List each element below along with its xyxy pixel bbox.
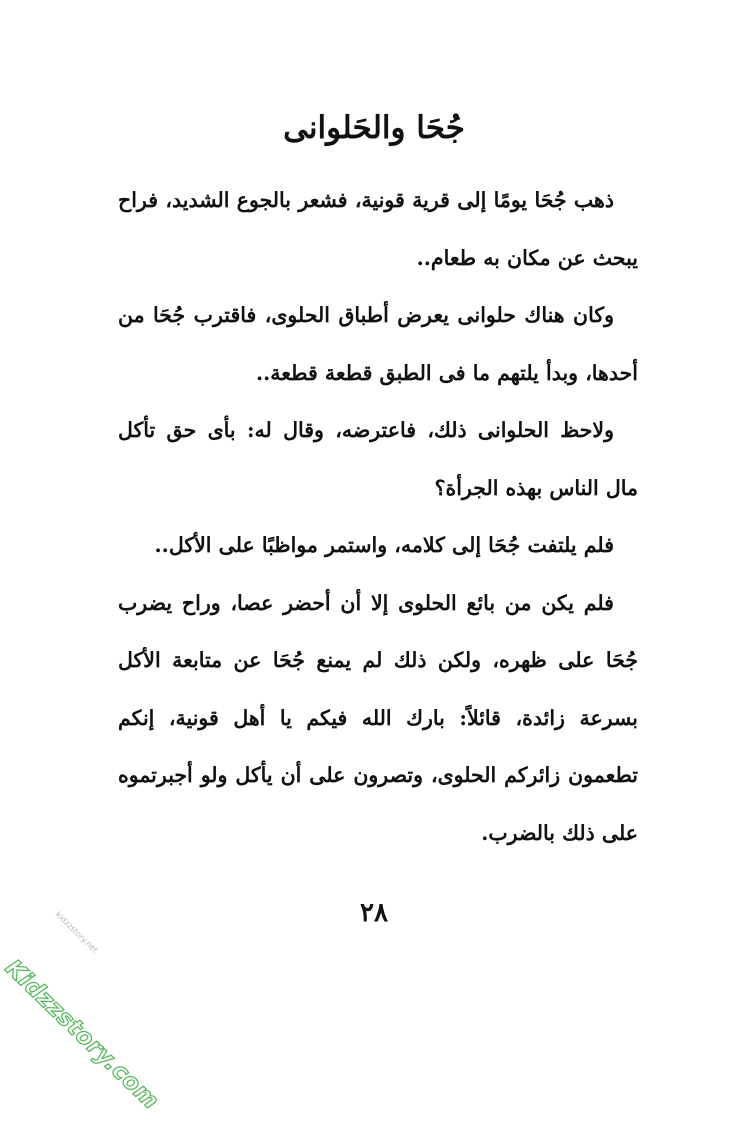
story-body: [118, 172, 638, 862]
paragraph-4: فلم يلتفت جُحَا إلى كلامه، واستمر مواظبًا على الأكل..: [154, 533, 614, 557]
paragraph-2: وكان هناك حلوانى يعرض أطباق الحلوى، فاقترب جُحَا من أحدها، وبدأ يلتهم ما فى الطبق قطعة قطعة..: [118, 303, 638, 385]
paragraph-3: ولاحظ الحلوانى ذلك، فاعترضه، وقال له: بأى حق تأكل مال الناس بهذه الجرأة؟: [118, 418, 638, 500]
watermark-small: kidzzstory.net: [53, 910, 100, 955]
paragraph-5: فلم يكن من بائع الحلوى إلا أن أحضر عصا، وراح يضرب جُحَا على ظهره، ولكن ذلك لم يمنع جُحَا عن متابعة الأكل بسرعة زائدة، قائلاً: بارك الله فيكم يا أهل قونية، إنكم تطعمون زائركم الحلوى، وتصرون على أن يأكل ولو أجبرتموه على ذلك بالضرب.: [118, 590, 638, 845]
watermark-logo: Kidzzstory.com: [0, 955, 164, 1115]
paragraph-1: ذهب جُحَا يومًا إلى قرية قونية، فشعر بالجوع الشديد، فراح يبحث عن مكان به طعام..: [118, 188, 638, 270]
page-number: ٢٨: [360, 898, 388, 928]
story-title: جُحَا والحَلوانى: [283, 110, 465, 146]
